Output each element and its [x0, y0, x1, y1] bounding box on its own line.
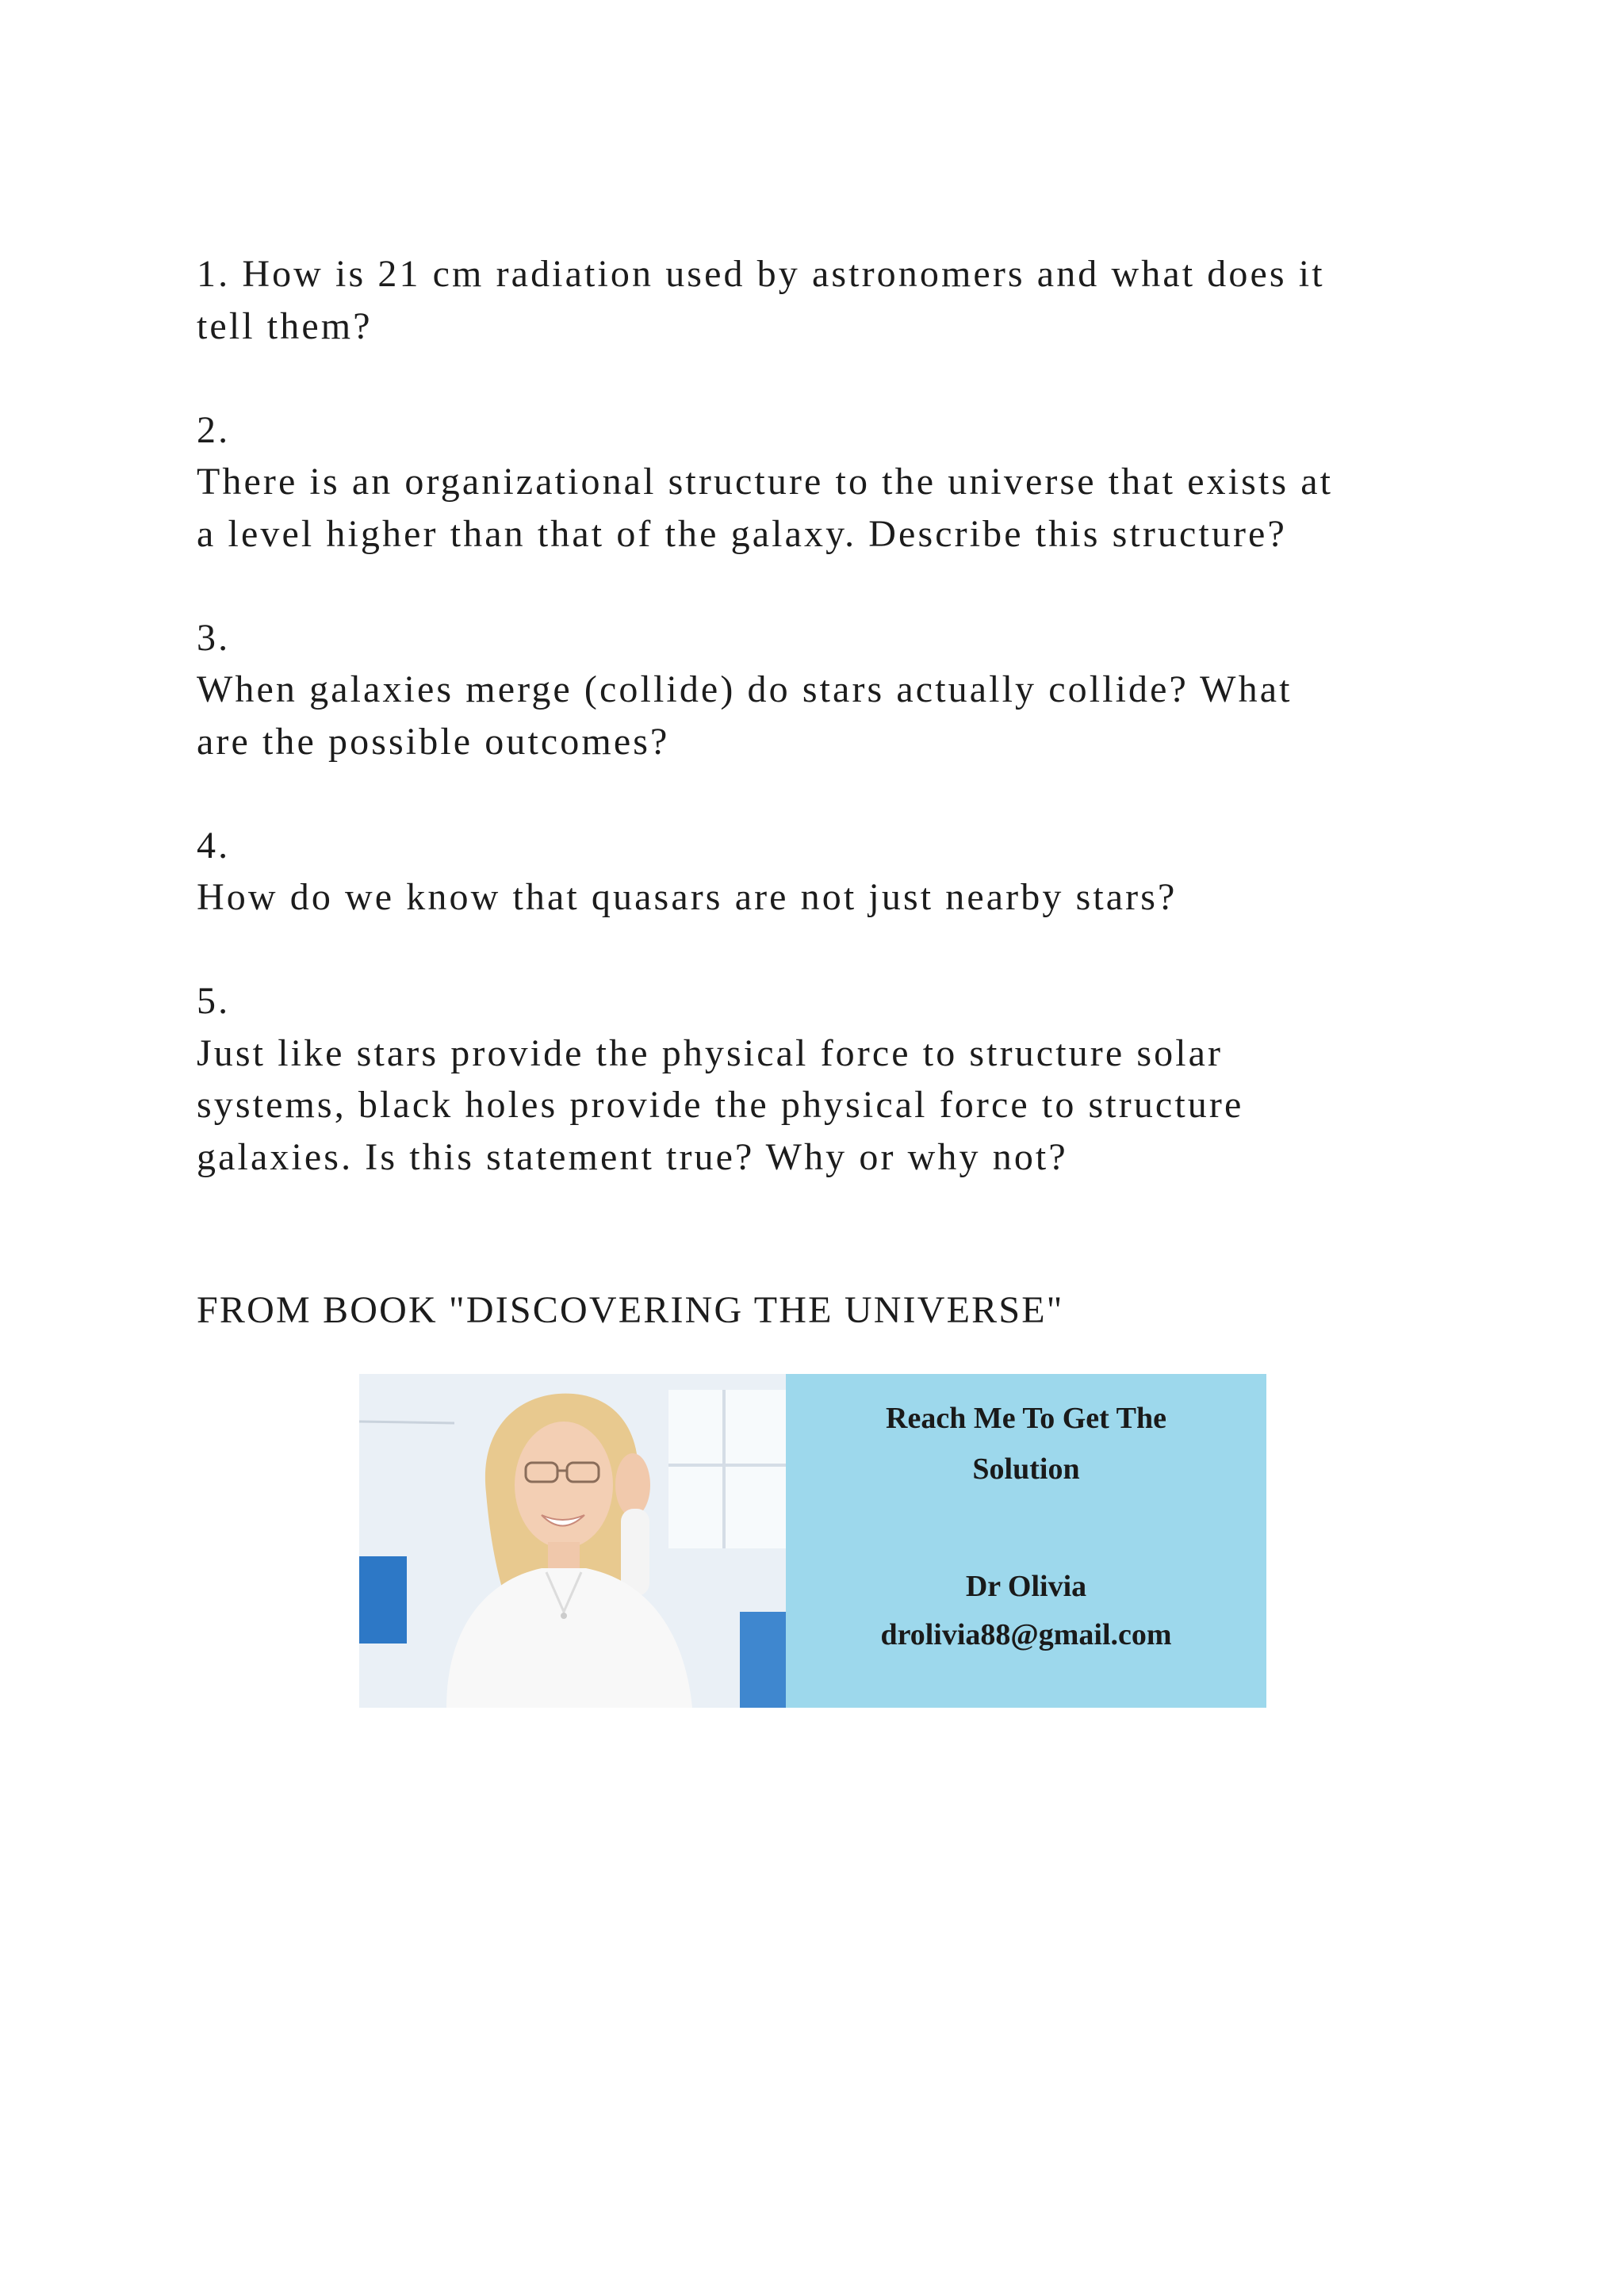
banner-headline-line2: Solution — [972, 1452, 1080, 1486]
question-text-line: When galaxies merge (collide) do stars actually collide? What — [197, 668, 1293, 710]
question-text-line: tell them? — [197, 304, 373, 347]
question-text-line: Just like stars provide the physical force to structure solar — [197, 1031, 1224, 1074]
question-5-number: 5. — [197, 980, 231, 1022]
woman-photo — [359, 1374, 786, 1708]
question-text-line: There is an organizational structure to the universe that exists at — [197, 461, 1334, 503]
contact-panel — [786, 1374, 1266, 1708]
source-book-line: FROM BOOK "DISCOVERING THE UNIVERSE" — [197, 1289, 1064, 1331]
contact-email: drolivia88@gmail.com — [880, 1618, 1172, 1651]
question-text-line: galaxies. Is this statement true? Why or why not? — [197, 1135, 1068, 1178]
questions-block — [197, 248, 1465, 1183]
question-text-line: How is 21 cm radiation used by astronomers and what does it — [242, 253, 1325, 295]
question-2-number: 2. — [197, 408, 231, 451]
question-1 — [197, 248, 1465, 300]
contact-name: Dr Olivia — [965, 1570, 1087, 1603]
banner-headline-line1: Reach Me To Get The — [886, 1402, 1166, 1435]
question-number: 1. — [197, 253, 231, 295]
question-text-line: are the possible outcomes? — [197, 720, 670, 763]
contact-banner — [359, 1374, 1266, 1708]
question-4-number: 4. — [197, 824, 231, 867]
question-text-line: How do we know that quasars are not just nearby stars? — [197, 876, 1178, 918]
question-3-number: 3. — [197, 616, 231, 659]
question-text-line: a level higher than that of the galaxy. Describe this structure? — [197, 512, 1287, 555]
question-text-line: systems, black holes provide the physical force to structure — [197, 1084, 1244, 1126]
